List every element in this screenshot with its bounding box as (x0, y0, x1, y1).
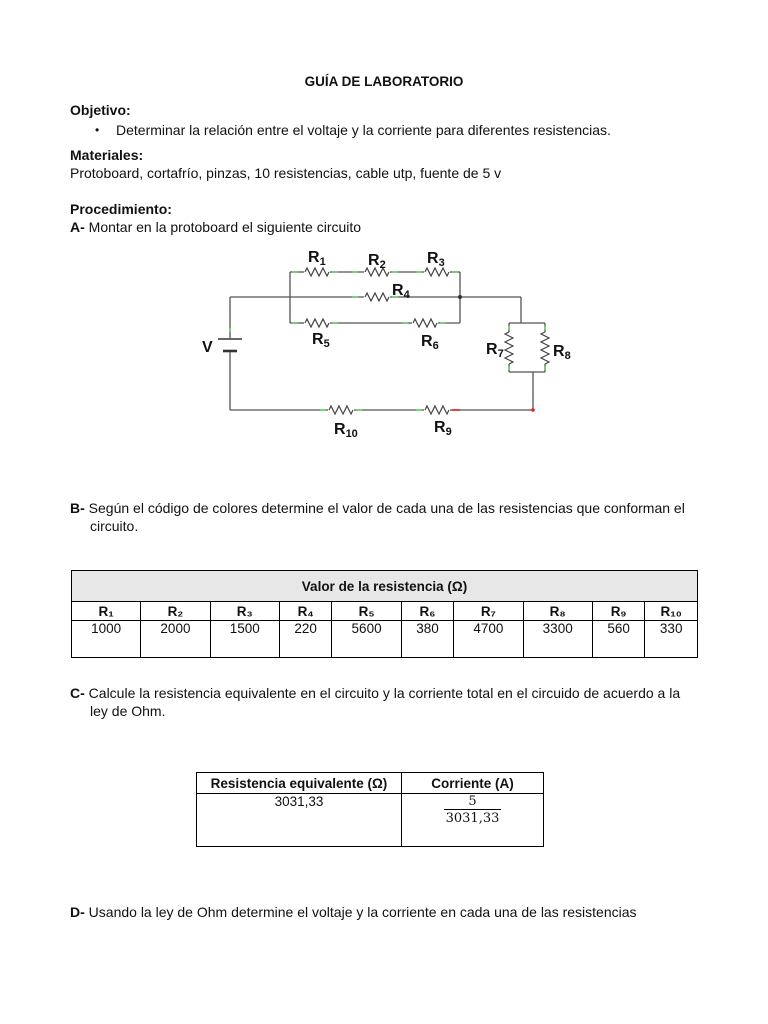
resistor-r6 (413, 319, 437, 327)
junction-node-red (531, 408, 535, 412)
circuit-diagram (180, 240, 600, 450)
label-r5: R5 (312, 331, 330, 350)
label-r3: R3 (427, 250, 445, 269)
value-r5: 5600 (332, 621, 401, 658)
label-r6: R6 (421, 333, 439, 352)
label-r8: R8 (553, 343, 571, 362)
col-r4: R₄ (279, 602, 332, 621)
col-r6: R₆ (401, 602, 454, 621)
value-r3: 1500 (210, 621, 279, 658)
value-r10: 330 (645, 621, 698, 658)
col-r10: R₁₀ (645, 602, 698, 621)
value-r9: 560 (592, 621, 645, 658)
materials-heading: Materiales: (70, 147, 144, 163)
resistor-r8 (541, 332, 549, 364)
objective-bullet: • (95, 123, 100, 137)
step-a-text: Montar en la protoboard el siguiente circuito (88, 219, 362, 235)
junction-node (458, 295, 462, 299)
col-r9: R₉ (592, 602, 645, 621)
step-c-label: C- (70, 685, 85, 701)
value-r8: 3300 (523, 621, 592, 658)
step-c (70, 684, 700, 720)
materials-text: Protoboard, cortafrío, pinzas, 10 resistencias, cable utp, fuente de 5 v (70, 165, 502, 181)
resistor-r7 (505, 332, 513, 364)
resistance-value-row (72, 621, 698, 658)
col-r1: R₁ (72, 602, 141, 621)
step-b (70, 499, 700, 535)
value-r7: 4700 (454, 621, 523, 658)
source-label: V (202, 339, 213, 356)
label-r7: R7 (486, 341, 504, 360)
step-c-text-line2: ley de Ohm. (90, 703, 166, 719)
label-r1: R1 (308, 249, 326, 268)
resistance-table (71, 570, 698, 658)
step-a (70, 218, 361, 236)
procedure-heading: Procedimiento: (70, 201, 172, 217)
current-value (402, 794, 544, 847)
value-r6: 380 (401, 621, 454, 658)
step-c-text-line1: Calcule la resistencia equivalente en el circuito y la corriente total en el circuido de acuerdo a la (88, 685, 681, 701)
step-d (70, 903, 637, 921)
current-fraction (444, 794, 502, 826)
resistor-r3 (425, 268, 449, 276)
value-r4: 220 (279, 621, 332, 658)
objective-item: Determinar la relación entre el voltaje y la corriente para diferentes resistencias. (116, 122, 611, 138)
resistor-r9 (425, 406, 449, 414)
step-a-label: A- (70, 219, 85, 235)
resistor-r10 (329, 406, 353, 414)
step-b-label: B- (70, 500, 85, 516)
step-b-text-line1: Según el código de colores determine el valor de cada una de las resistencias que conforman el (88, 500, 685, 516)
resistance-table-header: Valor de la resistencia (Ω) (72, 571, 698, 602)
label-r2: R2 (368, 252, 386, 271)
equivalent-table (196, 772, 544, 847)
label-r4: R4 (392, 282, 410, 301)
col-r2: R₂ (141, 602, 210, 621)
page-title: GUÍA DE LABORATORIO (304, 74, 464, 89)
equivalent-resistance-value: 3031,33 (197, 794, 402, 847)
value-r2: 2000 (141, 621, 210, 658)
step-d-text: Usando la ley de Ohm determine el voltaje y la corriente en cada una de las resistencias (88, 904, 637, 920)
resistance-label-row (72, 602, 698, 621)
resistor-r1 (305, 268, 329, 276)
current-header: Corriente (A) (402, 773, 544, 794)
resistor-r5 (305, 319, 329, 327)
col-r8: R₈ (523, 602, 592, 621)
resistor-r4 (365, 293, 389, 301)
col-r7: R₇ (454, 602, 523, 621)
value-r1: 1000 (72, 621, 141, 658)
circuit-wires (230, 272, 545, 410)
label-r9: R9 (434, 419, 452, 438)
equivalent-resistance-header: Resistencia equivalente (Ω) (197, 773, 402, 794)
fraction-denominator: 3031,33 (445, 811, 500, 826)
step-b-text-line2: circuito. (90, 518, 139, 534)
battery-icon (218, 328, 242, 351)
step-d-label: D- (70, 904, 85, 920)
objective-heading: Objetivo: (70, 102, 131, 118)
col-r5: R₅ (332, 602, 401, 621)
col-r3: R₃ (210, 602, 279, 621)
fraction-numerator: 5 (468, 794, 477, 809)
label-r10: R10 (334, 421, 358, 440)
